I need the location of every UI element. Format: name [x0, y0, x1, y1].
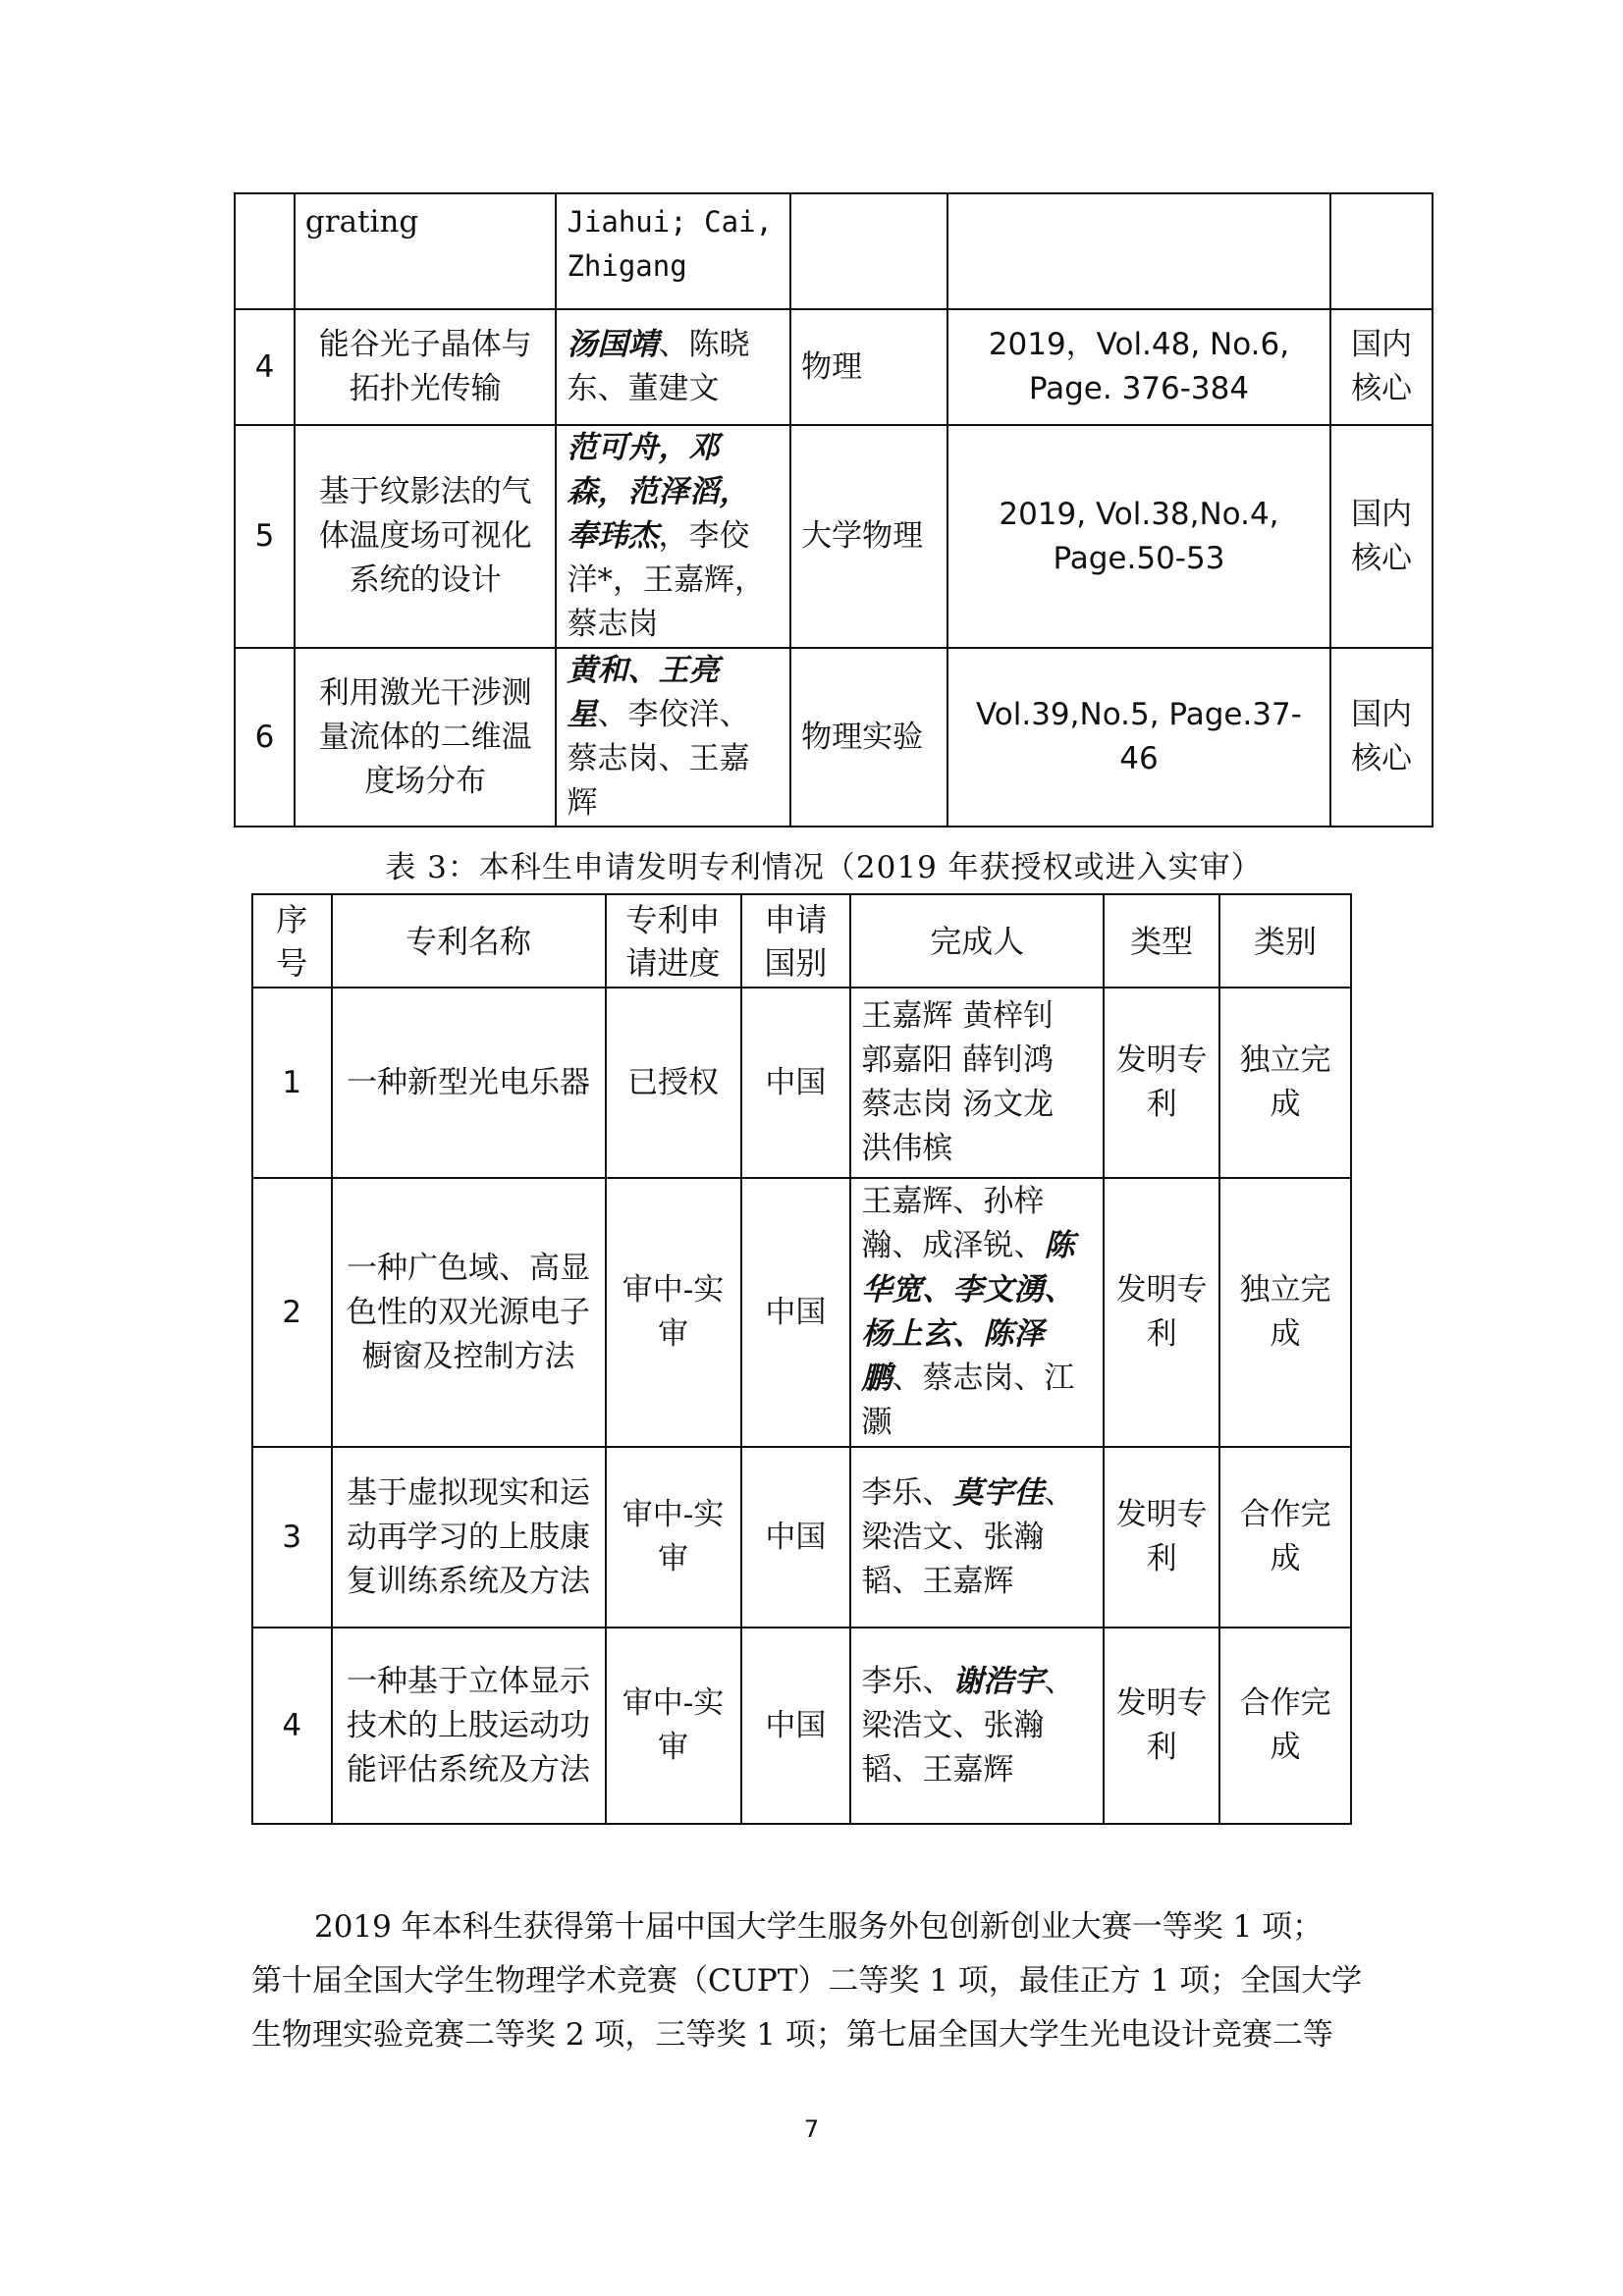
table-row [252, 1628, 1351, 1824]
plain-inventors: 王嘉辉、孙梓瀚、成泽锐、 [861, 1184, 1045, 1263]
page-number: 7 [803, 2115, 820, 2143]
table-row [252, 988, 1351, 1178]
paper-volume: Vol.39,No.5, Page.37-46 [947, 648, 1330, 827]
paper-journal [790, 193, 947, 309]
paper-no [235, 193, 295, 309]
paper-volume: 2019, Vol.38,No.4, Page.50-53 [947, 425, 1330, 648]
patent-inventors [850, 1178, 1104, 1447]
patent-category: 合作完成 [1219, 1628, 1351, 1824]
paper-journal: 物理 [790, 309, 947, 425]
table-row [235, 309, 1433, 425]
paragraph-line: 2019 年本科生获得第十届中国大学生服务外包创新创业大赛一等奖 1 项； [314, 1909, 1324, 1945]
patents-table [251, 893, 1352, 1825]
patent-no: 4 [252, 1628, 332, 1824]
patent-category: 合作完成 [1219, 1447, 1351, 1628]
plain-inventors: 、梁浩文、张瀚韬、王嘉辉 [861, 1663, 1075, 1788]
paragraph-line: 生物理实验竞赛二等奖 2 项，三等奖 1 项；第七届全国大学生光电设计竞赛二等 [251, 2017, 1333, 2053]
table-row [235, 648, 1433, 827]
patent-no: 3 [252, 1447, 332, 1628]
awards-paragraph [251, 1900, 1390, 2062]
patent-no: 1 [252, 988, 332, 1178]
paper-no: 4 [235, 309, 295, 425]
paper-title: 基于纹影法的气体温度场可视化系统的设计 [295, 425, 557, 648]
patent-progress: 审中-实审 [606, 1178, 741, 1447]
plain-inventors: 王嘉辉 黄梓钊 郭嘉阳 薛钊鸿 蔡志岗 汤文龙 洪伟槟 [861, 998, 1055, 1166]
table-row [235, 193, 1433, 309]
patent-type: 发明专利 [1104, 988, 1219, 1178]
paper-title: 利用激光干涉测量流体的二维温度场分布 [295, 648, 557, 827]
header-progress: 专利申请进度 [606, 894, 741, 988]
paper-journal: 物理实验 [790, 648, 947, 827]
plain-inventors: 李乐、 [861, 1663, 953, 1699]
paper-authors [556, 425, 790, 648]
patent-name: 基于虚拟现实和运动再学习的上肢康复训练系统及方法 [332, 1447, 606, 1628]
plain-inventors: 、蔡志岗、江灏 [861, 1361, 1075, 1440]
bold-inventors: 莫宇佳 [952, 1474, 1045, 1511]
bold-inventors: 陈华宽、李文湧、杨上玄、陈泽鹏 [861, 1228, 1075, 1396]
table-row [252, 1447, 1351, 1628]
paper-title: grating [295, 193, 557, 309]
paper-authors [556, 648, 790, 827]
table-row [252, 1178, 1351, 1447]
plain-authors: 、李佼洋、蔡志岗、王嘉辉 [567, 697, 750, 821]
table-header-row [252, 894, 1351, 988]
patent-no: 2 [252, 1178, 332, 1447]
bold-inventors: 谢浩宇 [952, 1663, 1045, 1699]
header-type: 类型 [1104, 894, 1219, 988]
patent-category: 独立完成 [1219, 988, 1351, 1178]
plain-inventors: 、梁浩文、张瀚韬、王嘉辉 [861, 1474, 1075, 1599]
paragraph-line: 第十届全国大学生物理学术竞赛（CUPT）二等奖 1 项，最佳正方 1 项；全国大学 [251, 1963, 1363, 1999]
patent-progress: 审中-实审 [606, 1447, 741, 1628]
paper-level: 国内核心 [1330, 425, 1433, 648]
header-inventors: 完成人 [850, 894, 1104, 988]
bold-authors: 黄和、王亮星 [567, 653, 720, 732]
patent-type: 发明专利 [1104, 1447, 1219, 1628]
patent-country: 中国 [741, 1178, 851, 1447]
patent-name: 一种新型光电乐器 [332, 988, 606, 1178]
patent-inventors [850, 1447, 1104, 1628]
patent-name: 一种基于立体显示技术的上肢运动功能评估系统及方法 [332, 1628, 606, 1824]
patent-name: 一种广色域、高显色性的双光源电子橱窗及控制方法 [332, 1178, 606, 1447]
plain-authors: 、陈晓东、董建文 [567, 327, 750, 406]
bold-authors: 范可舟，邓森，范泽滔，奉玮杰 [567, 430, 750, 554]
patent-type: 发明专利 [1104, 1628, 1219, 1824]
bold-authors: 汤国靖 [567, 327, 659, 362]
table-row [235, 425, 1433, 648]
paper-journal: 大学物理 [790, 425, 947, 648]
patent-country: 中国 [741, 988, 851, 1178]
paper-level: 国内核心 [1330, 309, 1433, 425]
paper-level: 国内核心 [1330, 648, 1433, 827]
patent-progress: 已授权 [606, 988, 741, 1178]
header-country: 申请国别 [741, 894, 851, 988]
header-name: 专利名称 [332, 894, 606, 988]
paper-level [1330, 193, 1433, 309]
plain-authors: ，李佼洋*，王嘉辉，蔡志岗 [567, 518, 765, 642]
patent-progress: 审中-实审 [606, 1628, 741, 1824]
paper-title: 能谷光子晶体与拓扑光传输 [295, 309, 557, 425]
header-no: 序号 [252, 894, 332, 988]
table-caption: 表 3：本科生申请发明专利情况（2019 年获授权或进入实审） [385, 850, 1263, 885]
paper-authors: Jiahui; Cai, Zhigang [556, 193, 790, 309]
paper-no: 6 [235, 648, 295, 827]
patent-inventors [850, 1628, 1104, 1824]
patent-inventors [850, 988, 1104, 1178]
plain-inventors: 李乐、 [861, 1474, 953, 1511]
patent-country: 中国 [741, 1447, 851, 1628]
paper-no: 5 [235, 425, 295, 648]
patent-type: 发明专利 [1104, 1178, 1219, 1447]
patent-country: 中国 [741, 1628, 851, 1824]
paper-volume [947, 193, 1330, 309]
patent-category: 独立完成 [1219, 1178, 1351, 1447]
paper-authors [556, 309, 790, 425]
header-category: 类别 [1219, 894, 1351, 988]
papers-table [234, 192, 1434, 828]
paper-volume: 2019，Vol.48, No.6, Page. 376-384 [947, 309, 1330, 425]
